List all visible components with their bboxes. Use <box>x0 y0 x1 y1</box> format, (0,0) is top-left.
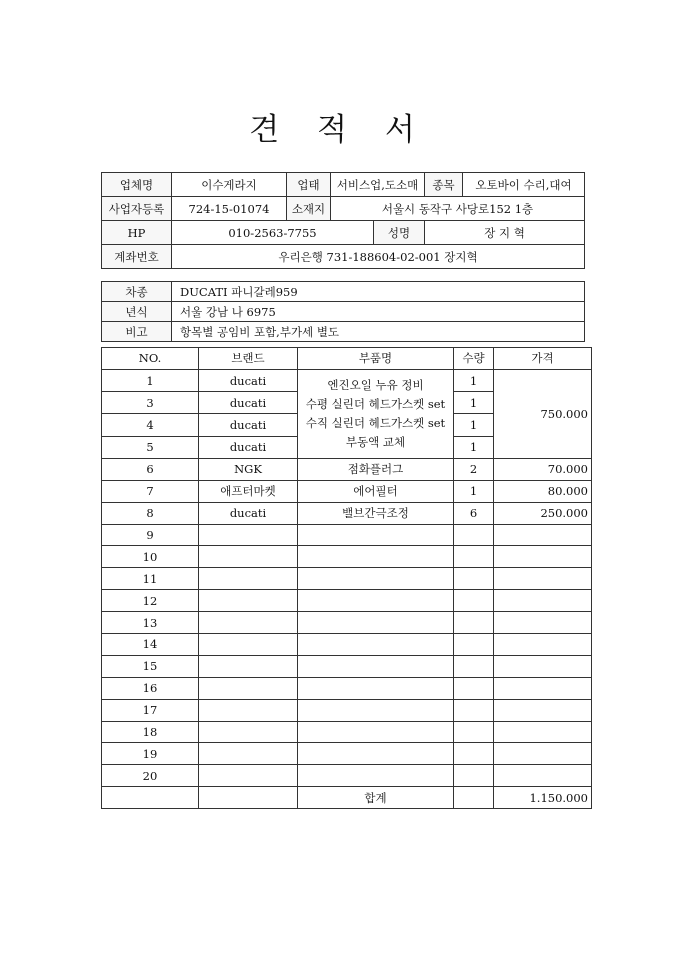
row-no: 14 <box>102 634 199 656</box>
row-no: 11 <box>102 568 199 590</box>
name-label: 성명 <box>374 221 425 245</box>
total-label: 합계 <box>298 787 454 809</box>
row-price: 80.000 <box>494 480 592 502</box>
vehicle-info-table <box>101 281 585 342</box>
row-brand: ducati <box>199 436 298 458</box>
address-label: 소재지 <box>287 197 331 221</box>
business-type-label: 업태 <box>287 173 331 197</box>
row-part: 밸브간극조정 <box>298 502 454 524</box>
table-row <box>102 524 592 546</box>
group-part: 엔진오일 누유 정비 <box>327 377 424 392</box>
business-type-value: 서비스업,도소매 <box>331 173 425 197</box>
row-no: 18 <box>102 721 199 743</box>
model-value: DUCATI 파니갈레959 <box>172 282 585 302</box>
table-row <box>102 590 592 612</box>
row-qty: 1 <box>454 369 494 391</box>
group-part: 부동액 교체 <box>345 434 406 449</box>
note-value: 항목별 공임비 포함,부가세 별도 <box>172 322 585 342</box>
row-price: 250.000 <box>494 502 592 524</box>
row-no: 9 <box>102 524 199 546</box>
items-header-row <box>102 348 592 370</box>
header-qty: 수량 <box>454 348 494 370</box>
row-qty: 1 <box>454 392 494 414</box>
row-no: 12 <box>102 590 199 612</box>
row-no: 16 <box>102 677 199 699</box>
row-qty: 1 <box>454 414 494 436</box>
table-row <box>102 546 592 568</box>
reg-value: 724-15-01074 <box>172 197 287 221</box>
item-label: 종목 <box>425 173 463 197</box>
items-table <box>101 347 592 809</box>
row-brand: ducati <box>199 392 298 414</box>
row-no: 6 <box>102 458 199 480</box>
row-qty: 2 <box>454 458 494 480</box>
address-value: 서울시 동작구 사당로152 1층 <box>331 197 585 221</box>
row-qty: 1 <box>454 436 494 458</box>
row-part: 점화플러그 <box>298 458 454 480</box>
table-row <box>102 612 592 634</box>
header-brand: 브랜드 <box>199 348 298 370</box>
group-price: 750.000 <box>494 369 592 458</box>
row-brand: 애프터마켓 <box>199 480 298 502</box>
table-row <box>102 502 592 524</box>
table-row <box>102 677 592 699</box>
row-no: 13 <box>102 612 199 634</box>
header-price: 가격 <box>494 348 592 370</box>
group-part: 수직 실린더 헤드가스켓 set <box>305 415 446 430</box>
plate-label: 년식 <box>102 302 172 322</box>
row-brand: NGK <box>199 458 298 480</box>
table-row <box>102 458 592 480</box>
document-title: 견 적 서 <box>249 112 429 148</box>
row-no: 19 <box>102 743 199 765</box>
item-value: 오토바이 수리,대여 <box>463 173 585 197</box>
header-no: NO. <box>102 348 199 370</box>
row-price: 70.000 <box>494 458 592 480</box>
row-no: 20 <box>102 765 199 787</box>
company-label: 업체명 <box>102 173 172 197</box>
row-no: 4 <box>102 414 199 436</box>
table-row <box>102 743 592 765</box>
row-no: 10 <box>102 546 199 568</box>
note-label: 비고 <box>102 322 172 342</box>
account-value: 우리은행 731-188604-02-001 장지혁 <box>172 245 585 269</box>
account-label: 계좌번호 <box>102 245 172 269</box>
table-row <box>102 369 592 391</box>
company-info-table <box>101 172 585 269</box>
plate-value: 서울 강남 나 6975 <box>172 302 585 322</box>
table-row <box>102 721 592 743</box>
row-no: 15 <box>102 655 199 677</box>
table-row <box>102 634 592 656</box>
total-value: 1.150.000 <box>494 787 592 809</box>
row-brand: ducati <box>199 369 298 391</box>
row-no: 7 <box>102 480 199 502</box>
name-value: 장 지 혁 <box>425 221 585 245</box>
row-brand: ducati <box>199 414 298 436</box>
row-qty: 1 <box>454 480 494 502</box>
reg-label: 사업자등록 <box>102 197 172 221</box>
table-row <box>102 699 592 721</box>
hp-value: 010-2563-7755 <box>172 221 374 245</box>
total-row <box>102 787 592 809</box>
row-no: 1 <box>102 369 199 391</box>
company-value: 이수게라지 <box>172 173 287 197</box>
group-part: 수평 실린더 헤드가스켓 set <box>305 396 446 411</box>
group-parts-cell <box>298 369 454 458</box>
header-part: 부품명 <box>298 348 454 370</box>
table-row <box>102 765 592 787</box>
table-row <box>102 655 592 677</box>
row-no: 3 <box>102 392 199 414</box>
row-no: 5 <box>102 436 199 458</box>
table-row <box>102 568 592 590</box>
hp-label: HP <box>102 221 172 245</box>
row-no: 17 <box>102 699 199 721</box>
row-qty: 6 <box>454 502 494 524</box>
row-brand: ducati <box>199 502 298 524</box>
row-part: 에어필터 <box>298 480 454 502</box>
table-row <box>102 480 592 502</box>
model-label: 차종 <box>102 282 172 302</box>
row-no: 8 <box>102 502 199 524</box>
